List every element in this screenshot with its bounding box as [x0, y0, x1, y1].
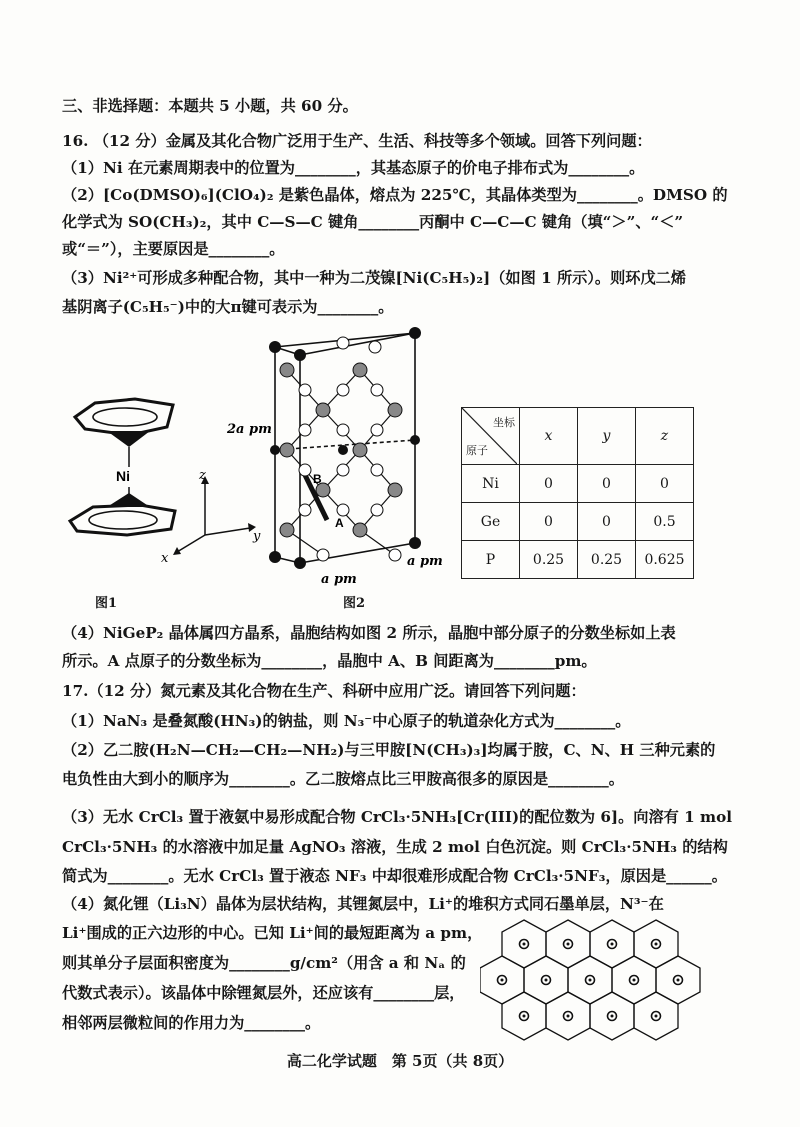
header-z: z — [636, 408, 694, 465]
atom-a-label: A — [335, 516, 344, 530]
atom-cell: P — [462, 541, 520, 579]
section-title: 三、非选择题：本题共 5 小题，共 60 分。 — [62, 97, 358, 115]
y-cell: 0 — [578, 465, 636, 503]
q17-part4-line5: 相邻两层微粒间的作用力为________。 — [62, 1014, 321, 1032]
table-corner-cell — [462, 408, 520, 465]
base-label-front: a pm — [321, 572, 357, 587]
q17-part3-line1: （3）无水 CrCl₃ 置于液氨中易形成配合物 CrCl₃·5NH₃[Cr(III)的配位数为 6]。向溶有 1 mol — [62, 808, 732, 826]
corner-label-bottom: 原子 — [466, 444, 488, 457]
axis-x-label: x — [161, 551, 169, 566]
x-cell: 0.25 — [520, 541, 578, 579]
y-cell: 0 — [578, 503, 636, 541]
q16-part4-line1: （4）NiGeP₂ 晶体属四方晶系，晶胞结构如图 2 所示，晶胞中部分原子的分数坐标如上表 — [62, 624, 676, 642]
q16-part2-line1: （2）[Co(DMSO)₆](ClO₄)₂ 是紫色晶体，熔点为 225℃，其晶体类型为________。DMSO 的 — [62, 186, 728, 204]
table-row — [462, 541, 694, 579]
q17-part1: （1）NaN₃ 是叠氮酸(HN₃)的钠盐，则 N₃⁻中心原子的轨道杂化方式为________。 — [62, 712, 631, 730]
q16-intro: 16. （12 分）金属及其化合物广泛用于生产、生活、科技等多个领域。回答下列问题： — [62, 132, 652, 150]
q16-part2-line3: 或“＝”），主要原因是________。 — [62, 240, 285, 258]
top-cyclopentadienyl-ring — [75, 399, 173, 447]
q17-part2-line2: 电负性由大到小的顺序为________。乙二胺熔点比三甲胺高很多的原因是________。 — [62, 770, 624, 788]
q16-part1: （1）Ni 在元素周期表中的位置为________，其基态原子的价电子排布式为________。 — [62, 159, 645, 177]
axis-y-label: y — [253, 529, 261, 544]
q17-part4-line1: （4）氮化锂（Li₃N）晶体为层状结构，其锂氮层中，Li⁺的堆积方式同石墨单层，N³⁻在 — [62, 895, 664, 913]
figure1-caption: 图1 — [95, 596, 118, 611]
q17-part4-line3: 则其单分子层面积密度为________g/cm²（用含 a 和 Nₐ 的 — [62, 954, 466, 972]
li3n-hexagon-lattice — [480, 918, 730, 1053]
height-label: 2a pm — [227, 422, 272, 437]
z-cell: 0.5 — [636, 503, 694, 541]
cell-atoms — [269, 327, 421, 569]
figure1-ni-label: Ni — [116, 468, 130, 484]
fractional-coordinate-table — [461, 407, 694, 579]
z-cell: 0.625 — [636, 541, 694, 579]
figure2-caption: 图2 — [343, 596, 366, 611]
z-cell: 0 — [636, 465, 694, 503]
page-footer: 高二化学试题 第 5页（共 8页） — [286, 1052, 514, 1070]
q17-part3-line3: 简式为________。无水 CrCl₃ 置于液态 NF₃ 中却很难形成配合物 CrCl₃·5NF₃，原因是______。 — [62, 867, 727, 885]
q16-part3-line1: （3）Ni²⁺可形成多种配合物，其中一种为二茂镍[Ni(C₅H₅)₂]（如图 1 所示）。则环戊二烯 — [62, 269, 687, 287]
atom-b-label: B — [313, 472, 322, 486]
table-row — [462, 465, 694, 503]
corner-label-top: 坐标 — [493, 416, 515, 429]
q17-part4-line4: 代数式表示）。该晶体中除锂氮层外，还应该有________层， — [62, 984, 465, 1002]
atom-cell: Ge — [462, 503, 520, 541]
x-cell: 0 — [520, 503, 578, 541]
q16-part3-line2: 基阴离子(C₅H₅⁻)中的大π键可表示为________。 — [62, 298, 394, 316]
q17-part4-line2: Li⁺围成的正六边形的中心。已知 Li⁺间的最短距离为 a pm， — [62, 924, 483, 942]
q17-part3-line2: CrCl₃·5NH₃ 的水溶液中加足量 AgNO₃ 溶液，生成 2 mol 白色沉淀。则 CrCl₃·5NH₃ 的结构 — [62, 838, 728, 856]
q16-part2-line2: 化学式为 SO(CH₃)₂，其中 C—S—C 键角________丙酮中 C—C—C 键角（填“＞”、“＜” — [62, 213, 684, 231]
q16-part4-line2: 所示。A 点原子的分数坐标为________，晶胞中 A、B 间距离为________pm。 — [62, 652, 597, 670]
q17-part2-line1: （2）乙二胺(H₂N—CH₂—CH₂—NH₂)与三甲胺[N(CH₃)₃]均属于胺，C、N、H 三种元素的 — [62, 741, 716, 759]
header-y: y — [578, 408, 636, 465]
q17-intro: 17.（12 分）氮元素及其化合物在生产、科研中应用广泛。请回答下列问题： — [62, 682, 586, 700]
base-label-side: a pm — [407, 554, 443, 569]
y-cell: 0.25 — [578, 541, 636, 579]
x-cell: 0 — [520, 465, 578, 503]
header-x: x — [520, 408, 578, 465]
figure2-unit-cell — [225, 325, 450, 590]
axis-z-label: z — [199, 470, 206, 483]
atom-cell: Ni — [462, 465, 520, 503]
table-row — [462, 503, 694, 541]
